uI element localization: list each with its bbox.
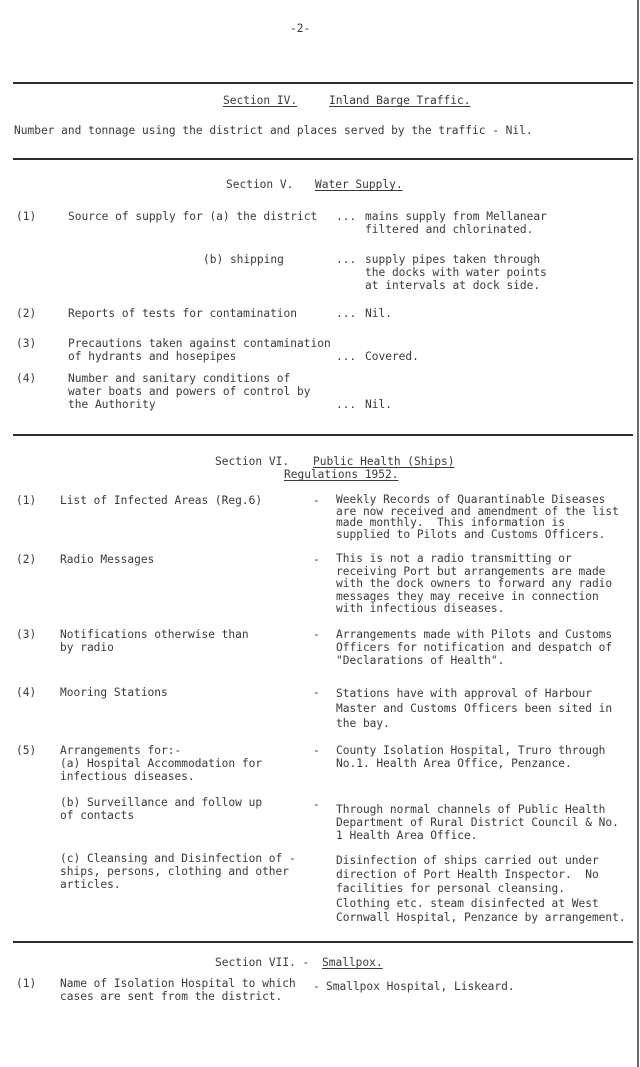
section-4-text: Number and tonnage using the district and places served by the traffic - Nil. (14, 124, 533, 137)
item-number: (4) (16, 372, 37, 385)
section-6-label: Section VI. (215, 455, 290, 468)
item-question: (c) Cleansing and Disinfection of - ships, persons, clothing and other articles. (60, 852, 296, 891)
item-answer: Smallpox Hospital, Liskeard. (326, 980, 515, 993)
item-question: Precautions taken against contamination of hydrants and hosepipes (68, 337, 331, 363)
item-question: Source of supply for (a) the district (68, 210, 318, 223)
item-dash: - (313, 494, 320, 507)
leader-dots: ... (336, 398, 357, 411)
item-dash: - (313, 686, 320, 699)
item-answer: County Isolation Hospital, Truro through No.1. Health Area Office, Penzance. (336, 744, 606, 770)
item-dash: - (313, 744, 320, 757)
section-5-title: Water Supply. (315, 178, 403, 191)
section-6-title: Regulations 1952. (284, 468, 399, 481)
divider (13, 941, 633, 943)
section-6-title: Public Health (Ships) (313, 455, 455, 468)
leader-dots: ... (336, 210, 357, 223)
item-dash: - (313, 798, 320, 811)
section-7-title: Smallpox. (322, 956, 383, 969)
divider (13, 82, 633, 84)
scan-edge (637, 0, 639, 1067)
item-answer: Weekly Records of Quarantinable Diseases are now received and amendment of the list made monthly. This information is supplied to Pilots and Customs Officers. (336, 493, 619, 541)
item-dash: - (313, 628, 320, 641)
item-question: Number and sanitary conditions of water boats and powers of control by the Authority (68, 372, 311, 411)
leader-dots: ... (336, 253, 357, 266)
item-question: Reports of tests for contamination (68, 307, 298, 320)
item-number: (4) (16, 686, 37, 699)
item-number: (5) (16, 744, 37, 757)
item-answer: Nil. (365, 398, 392, 411)
item-answer: mains supply from Mellanear filtered and chlorinated. (365, 210, 547, 236)
item-question: Arrangements for:- (a) Hospital Accommodation for infectious diseases. (60, 744, 263, 783)
item-number: (3) (16, 337, 37, 350)
item-answer: Arrangements made with Pilots and Customs Officers for notification and despatch of "Declarations of Health". (336, 628, 613, 667)
divider (13, 158, 633, 160)
item-number: (1) (16, 210, 37, 223)
item-question: Radio Messages (60, 553, 155, 566)
section-7-label: Section VII. - (215, 956, 310, 969)
item-number: (1) (16, 977, 37, 990)
leader-dots: ... (336, 307, 357, 320)
item-question: (b) shipping (203, 253, 284, 266)
section-4-label: Section IV. (223, 94, 298, 107)
item-answer: Stations have with approval of Harbour Master and Customs Officers been sited in the bay. (336, 687, 613, 730)
page-number: -2- (290, 22, 311, 35)
item-number: (2) (16, 307, 37, 320)
item-answer: This is not a radio transmitting or receiving Port but arrangements are made with the dock owners to forward any radio messages they may receive in connection with infectious diseases. (336, 552, 613, 616)
item-question: Notifications otherwise than by radio (60, 628, 249, 654)
item-answer: Nil. (365, 307, 392, 320)
divider (13, 434, 633, 436)
item-question: List of Infected Areas (Reg.6) (60, 494, 263, 507)
item-dash: - (313, 980, 320, 993)
item-number: (1) (16, 494, 37, 507)
item-answer: Through normal channels of Public Health Department of Rural District Council & No. 1 Health Area Office. (336, 803, 619, 842)
leader-dots: ... (336, 350, 357, 363)
item-question: (b) Surveillance and follow up of contacts (60, 796, 263, 822)
section-5-label: Section V. (226, 178, 294, 191)
item-question: Mooring Stations (60, 686, 168, 699)
item-number: (3) (16, 628, 37, 641)
item-question: Name of Isolation Hospital to which cases are sent from the district. (60, 977, 296, 1003)
item-number: (2) (16, 553, 37, 566)
section-4-title: Inland Barge Traffic. (329, 94, 471, 107)
item-answer: Covered. (365, 350, 419, 363)
item-answer: Disinfection of ships carried out under direction of Port Health Inspector. No facilities for personal cleansing. Clothing etc. steam disinfected at West Cornwall Hospital, Penzance by arrangement. (336, 854, 626, 924)
item-dash: - (313, 553, 320, 566)
item-answer: supply pipes taken through the docks with water points at intervals at dock side. (365, 253, 547, 292)
